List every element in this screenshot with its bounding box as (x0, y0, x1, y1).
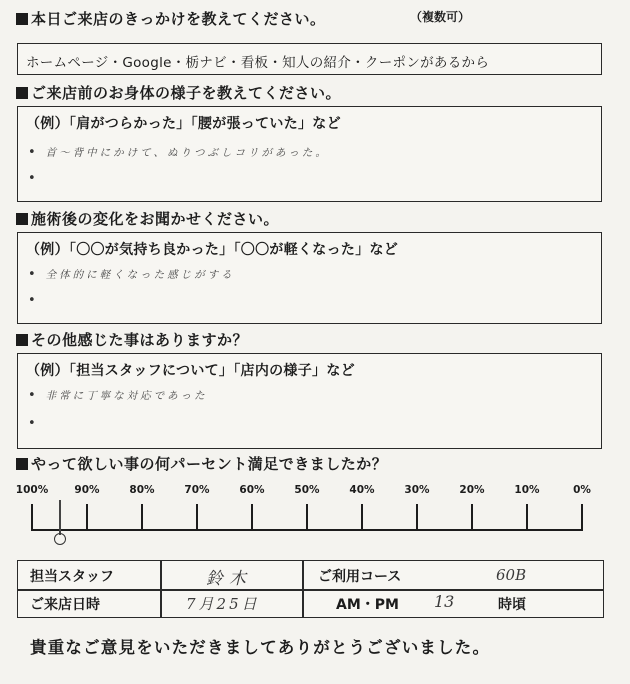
q2-answer-box (17, 106, 602, 202)
scale-tick-label: 90% (74, 484, 100, 496)
q3-example: （例）「〇〇が気持ち良かった」「〇〇が軽くなった」など (26, 242, 399, 258)
square-bullet-icon (16, 334, 28, 346)
scale-tick[interactable] (31, 504, 33, 531)
q1-note: （複数可） (410, 10, 471, 24)
scale-tick-label: 50% (294, 484, 320, 496)
q1-options: ホームページ・Google・栃ナビ・看板・知人の紹介・クーポンがあるから (26, 55, 490, 71)
q2-title-text: ご来店前のお身体の様子を教えてください。 (31, 84, 342, 102)
course-label: ご利用コース (318, 569, 402, 585)
square-bullet-icon (16, 13, 28, 25)
scale-tick-label: 40% (349, 484, 375, 496)
square-bullet-icon (16, 213, 28, 225)
q4-example: （例）「担当スタッフについて」「店内の様子」など (26, 363, 355, 379)
q4-answer-box (17, 353, 602, 449)
scale-tick[interactable] (416, 504, 418, 531)
table-divider (160, 561, 162, 617)
selected-mark-line (59, 500, 61, 535)
q4-answer-1: 非常に丁寧な対応であった (45, 390, 208, 402)
q2-title (16, 82, 341, 103)
q4-answer-line-1: • 非常に丁寧な対応であった (28, 388, 208, 403)
ampm-label[interactable]: AM・PM (336, 597, 399, 613)
q2-answer-line-2: • (28, 171, 36, 186)
scale-tick[interactable] (251, 504, 253, 531)
table-divider (18, 589, 603, 591)
square-bullet-icon (16, 458, 28, 470)
q3-answer-line-1: • 全体的に軽くなった感じがする (28, 267, 235, 282)
scale-tick[interactable] (196, 504, 198, 531)
scale-tick-label: 30% (404, 484, 430, 496)
q2-example: （例）「肩がつらかった」「腰が張っていた」など (26, 116, 341, 132)
course-value[interactable]: 60B (496, 566, 527, 584)
scale-tick-label: 70% (184, 484, 210, 496)
q5-title-text: やって欲しい事の何パーセント満足できましたか？ (31, 455, 388, 473)
q3-answer-line-2: • (28, 293, 36, 308)
scale-tick[interactable] (361, 504, 363, 531)
q3-answer-1: 全体的に軽くなった感じがする (45, 269, 235, 281)
scale-tick-label: 10% (514, 484, 540, 496)
q1-title (16, 8, 326, 29)
square-bullet-icon (16, 87, 28, 99)
table-divider (302, 561, 304, 617)
scale-tick[interactable] (581, 504, 583, 531)
selected-mark-circle (54, 533, 66, 545)
staff-value[interactable]: 鈴木 (206, 569, 252, 589)
scale-tick[interactable] (471, 504, 473, 531)
scale-tick-label: 80% (129, 484, 155, 496)
q4-answer-line-2: • (28, 416, 36, 431)
scale-tick-label: 100% (15, 484, 49, 496)
hour-value[interactable]: 13 (434, 592, 455, 611)
scale-tick[interactable] (306, 504, 308, 531)
q1-options-box (17, 43, 602, 75)
date-value[interactable]: 7月25日 (186, 595, 260, 613)
q4-title (16, 329, 248, 350)
scale-tick-label: 0% (573, 484, 591, 496)
q2-answer-line-1: • 首～背中にかけて、ぬりつぶしコリがあった。 (28, 145, 329, 160)
scale-tick-label: 20% (459, 484, 485, 496)
q5-title (16, 453, 387, 474)
q3-title-text: 施術後の変化をお聞かせください。 (31, 210, 280, 228)
closing-message: 貴重なご意見をいただきましてありがとうございました。 (30, 638, 491, 657)
scale-tick[interactable] (141, 504, 143, 531)
q2-answer-1: 首～背中にかけて、ぬりつぶしコリがあった。 (45, 147, 329, 159)
visit-info-table (17, 560, 604, 618)
satisfaction-scale[interactable] (15, 478, 598, 538)
hour-label: 時頃 (498, 597, 526, 613)
scale-tick[interactable] (526, 504, 528, 531)
q1-title-text: 本日ご来店のきっかけを教えてください。 (31, 10, 326, 28)
scale-tick[interactable] (86, 504, 88, 531)
q4-title-text: その他感じた事はありますか？ (31, 331, 249, 349)
q3-answer-box (17, 232, 602, 324)
staff-label: 担当スタッフ (30, 569, 114, 585)
date-label: ご来店日時 (30, 597, 100, 613)
q3-title (16, 208, 279, 229)
scale-tick-label: 60% (239, 484, 265, 496)
